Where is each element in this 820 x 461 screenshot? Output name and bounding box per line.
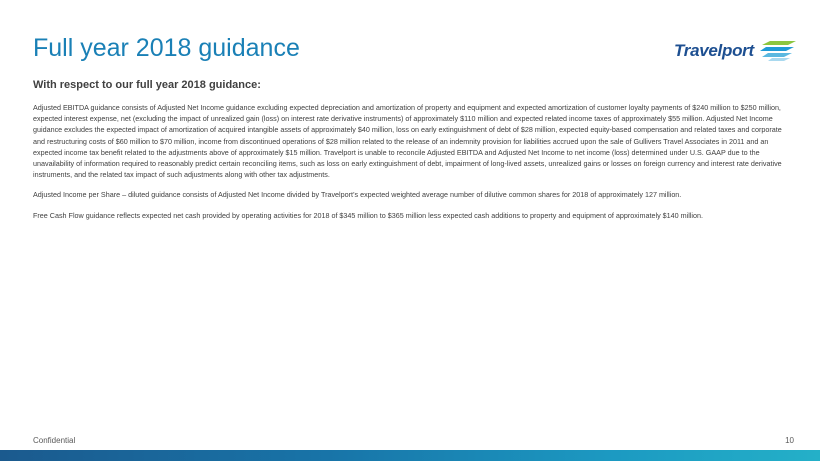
paragraph-adjusted-income-per-share: Adjusted Income per Share – diluted guidance consists of Adjusted Net Income divided by Travelport’s expected weighted average number of dilutive common shares for 2018 of approximately 127 million. — [33, 190, 682, 200]
travelport-stripes-icon — [760, 41, 796, 61]
travelport-logo — [674, 38, 798, 66]
bottom-accent-bar — [0, 450, 820, 461]
guidance-body — [33, 102, 793, 230]
page-number: 10 — [785, 436, 794, 445]
paragraph-adjusted-ebitda: Adjusted EBITDA guidance consists of Adjusted Net Income guidance excluding expected depreciation and amortization of property and equipment and expected amortization of customer loyalty payments of $240 million to $250 million, expected interest expense, net (excluding the impact of unrealized gain (loss) on interest rate derivative instruments) of approximately $110 million and expected related income taxes of approximately $55 million. Adjusted Net Income guidance excludes the expected impact of amortization of acquired intangible assets of approximately $40 million, loss on early extinguishment of debt of $28 million, expected equity-based compensation and related taxes and corporate and restructuring costs of $60 million to $70 million, income from discontinued operations of $28 million related to the release of an indemnity provision for liabilities accrued upon the sale of Gullivers Travel Associates in 2011 and an expected income tax benefit related to the adjustments above of approximately $15 million. Travelport is unable to reconcile Adjusted EBITDA and Adjusted Net Income to net income (loss) determined under U.S. GAAP due to the unavailability of information required to reasonably predict certain reconciling items, such as loss on early extinguishment of debt, impairment of long-lived assets, unrealized gains or losses on foreign currency and interest rate derivative instruments, and the related tax impact of such adjustments along with other tax adjustments. — [33, 103, 782, 180]
logo-text: Travelport — [674, 41, 754, 60]
confidential-label: Confidential — [33, 436, 76, 445]
paragraph-free-cash-flow: Free Cash Flow guidance reflects expected net cash provided by operating activities for 2018 of $345 million to $365 million less expected cash additions to property and equipment of approximately $140 million. — [33, 210, 704, 220]
section-subheading: With respect to our full year 2018 guidance: — [33, 79, 261, 91]
slide-title: Full year 2018 guidance — [33, 34, 300, 62]
